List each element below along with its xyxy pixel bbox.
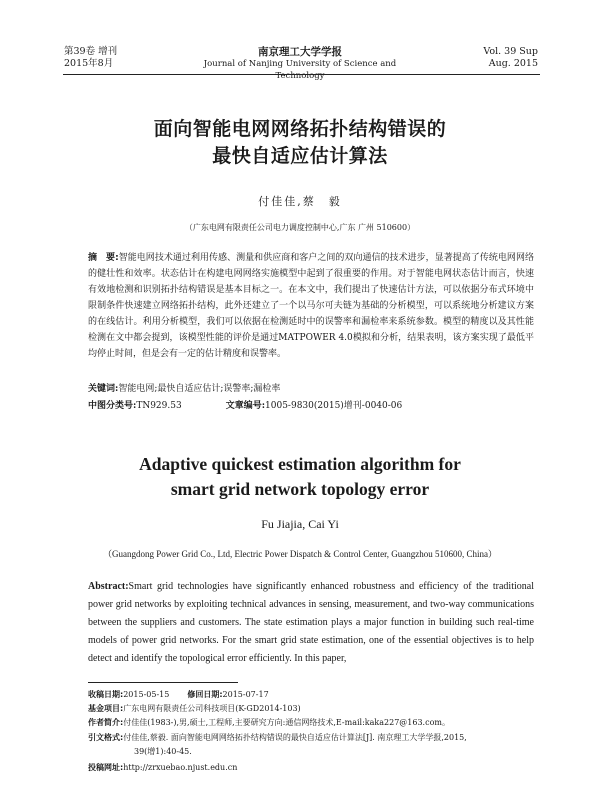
revised-label: 修回日期: (187, 690, 223, 699)
abstract-en-text: Smart grid technologies have significantly enhanced robustness and efficiency of the traditional power grid networks by exploiting technical advances in sensing, measurement, and two-way communications between the suppliers and customers. The state estimation plays a major function in building such real-time models of power grid networks. For the smart grid state estimation, one of the essential objectives is to help detect and identify the topological error efficiently. In this paper, (88, 581, 534, 664)
received-label: 收稿日期: (88, 690, 124, 699)
journal-name-cn: 南京理工大学学报 (258, 46, 342, 58)
affiliation-en: （Guangdong Power Grid Co., Ltd, Electric Power Dispatch & Control Center, Guangzhou 510600, China） (102, 549, 498, 559)
journal-name-en: Journal of Nanjing University of Science and Technology (203, 59, 397, 81)
article-no-label: 文章编号: (225, 401, 266, 411)
authors-cn: 付佳佳,蔡 毅 (258, 195, 342, 208)
abstract-en (88, 578, 534, 668)
author-bio-label: 作者简介: (88, 718, 124, 727)
submission-url[interactable]: http://zrxuebao.njust.edu.cn (123, 763, 238, 772)
paper-title-en (60, 452, 540, 502)
article-no-value: 1005-9830(2015)增刊-0040-06 (265, 401, 403, 411)
fund-value: 广东电网有限责任公司科技项目(K-GD2014-103) (123, 704, 301, 713)
clc-label: 中图分类号: (88, 401, 137, 411)
footnote-url (88, 761, 534, 775)
keywords-cn-text: 智能电网;最快自适应估计;误警率;漏检率 (118, 384, 281, 394)
keywords-cn (88, 382, 534, 396)
abstract-cn (88, 250, 534, 362)
fund-label: 基金项目: (88, 704, 124, 713)
footnote-fund (88, 702, 534, 716)
classification-line (88, 399, 534, 413)
header-volume-issue: 第39卷 增刊 (64, 46, 118, 57)
affiliation-cn: （广东电网有限责任公司电力调度控制中心,广东 广州 510600） (184, 223, 416, 232)
title-cn-line1: 面向智能电网网络拓扑结构错误的 (153, 118, 447, 140)
cite-text-2: 39(增1):40-45. (134, 747, 192, 756)
cite-label: 引文格式: (88, 733, 124, 742)
authors-en: Fu Jiajia, Cai Yi (261, 517, 339, 531)
url-label: 投稿网址: (88, 763, 124, 772)
paper-title-cn (60, 116, 540, 170)
abstract-en-label: Abstract: (88, 581, 129, 592)
title-en-line2: smart grid network topology error (170, 479, 430, 499)
keywords-cn-label: 关键词: (88, 384, 119, 394)
header-journal (180, 46, 420, 82)
abstract-cn-text: 智能电网技术通过利用传感、测量和供应商和客户之间的双向通信的技术进步，显著提高了传统电网网络的健壮性和效率。状态估计在构建电网网络实施模型中起到了很重要的作用。对于智能电网状态估计而言，快速有效地检测和识别拓扑结构错误是基本目标之一。在本文中，我们提出了快速估计方法，可以依据分布式环境中限制条件快速建立网络拓扑结构，此外还建立了一个以马尔可夫链为基础的分析模型，可以系统地分析建议方案的在线估计。利用分析模型，我们可以依据在检测延时中的误警率和漏检率来系统参数。模型的精度以及其性能检测在文中都会提到，该模型性能的评价是通过MATPOWER 4.0模拟和分析，结果表明，该方案实现了最低平均停止时间，但是会有一定的估计精度和误警率。 (88, 253, 534, 359)
footnote-citation (88, 731, 534, 759)
footnote-dates (88, 688, 534, 702)
author-bio: 付佳佳(1983-),男,硕士,工程师,主要研究方向:通信网络技术,E-mail:kaka227@163.com。 (123, 718, 450, 727)
header-date-cn: 2015年8月 (64, 58, 114, 69)
header-volume-en (483, 46, 538, 70)
title-en-line1: Adaptive quickest estimation algorithm for (139, 454, 461, 474)
header-volume (64, 46, 117, 70)
article-number (226, 401, 425, 411)
received-date: 2015-05-15 (123, 690, 170, 699)
revised-date: 2015-07-17 (222, 690, 269, 699)
footnote-rule (88, 682, 238, 683)
clc-code (88, 401, 204, 411)
title-cn-line2: 最快自适应估计算法 (212, 145, 388, 167)
footnote-author (88, 716, 534, 730)
cite-text-1: 付佳佳,蔡毅. 面向智能电网网络拓扑结构错误的最快自适应估计算法[J]. 南京理工大学学报,2015, (123, 733, 467, 742)
header-rule (63, 74, 540, 75)
header-vol-sup: Vol. 39 Sup (483, 46, 538, 57)
abstract-cn-label: 摘 要: (88, 253, 119, 263)
clc-value: TN929.53 (136, 401, 182, 411)
header-date-en: Aug. 2015 (488, 58, 538, 69)
